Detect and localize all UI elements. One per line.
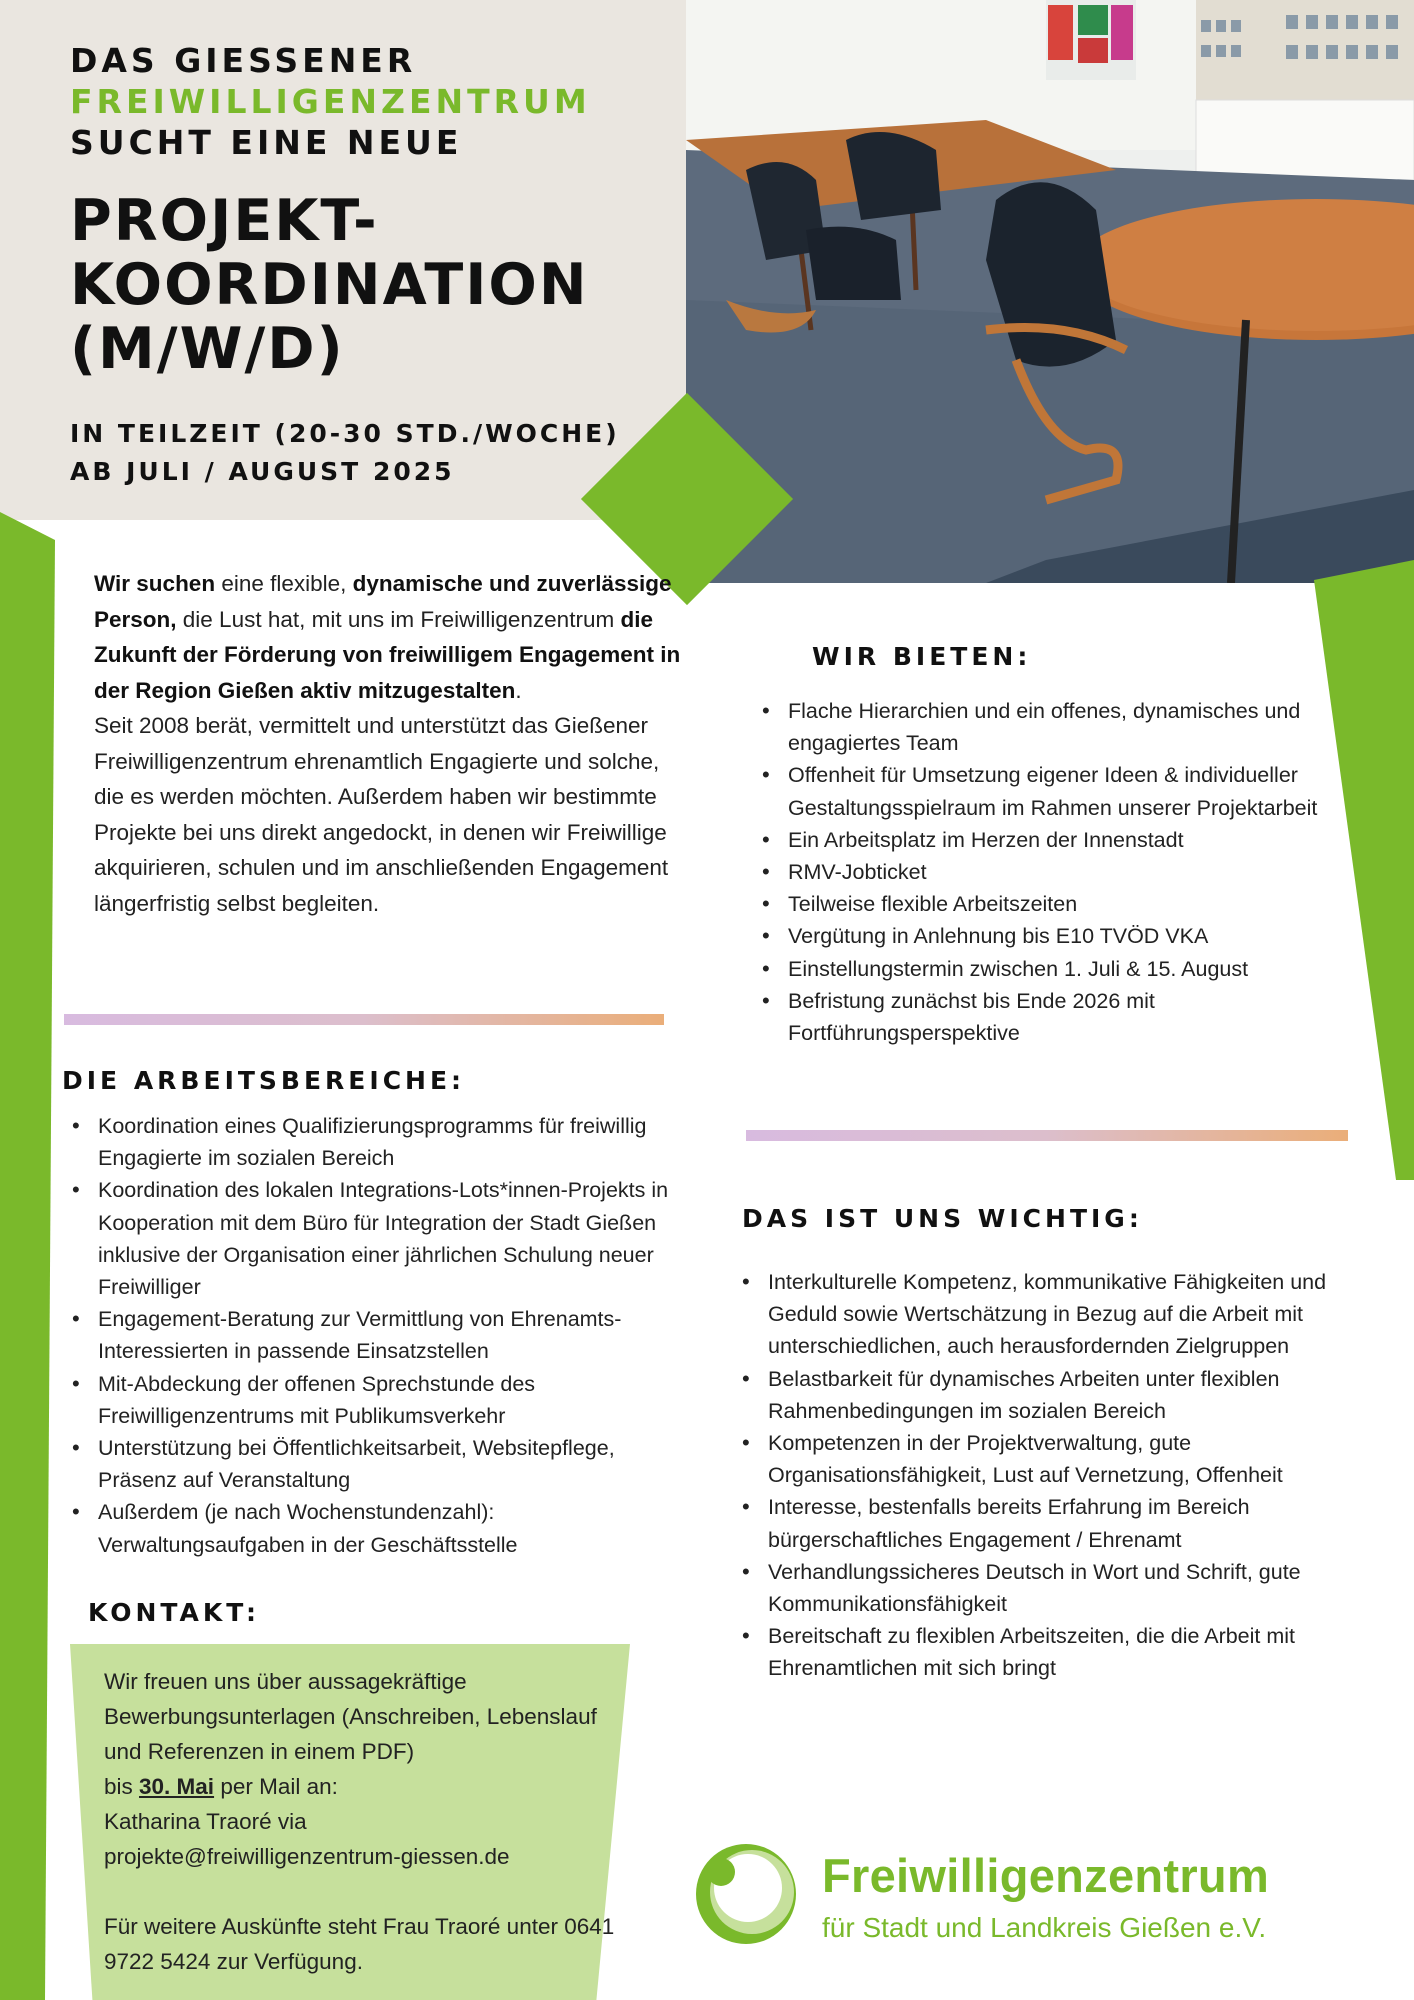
list-item: • Flache Hierarchien und ein offenes, dynamisches und engagiertes Team xyxy=(754,695,1334,759)
intro-text-2: die Lust hat, mit uns im Freiwilligenzentrum xyxy=(176,606,621,632)
intro-text-1: eine flexible, xyxy=(215,571,353,596)
wichtig-title: DAS IST UNS WICHTIG: xyxy=(742,1204,1143,1233)
kontakt-email[interactable]: projekte@freiwilligenzentrum-giessen.de xyxy=(104,1844,510,1869)
list-item: • Ein Arbeitsplatz im Herzen der Innenstadt xyxy=(754,824,1334,856)
list-item: • Interesse, bestenfalls bereits Erfahrung im Bereich bürgerschaftliches Engagement / Ehrenamt xyxy=(734,1491,1334,1555)
list-item: • Bereitschaft zu flexiblen Arbeitszeiten, die die Arbeit mit Ehrenamtlichen mit sich bringt xyxy=(734,1620,1334,1684)
logo-name: Freiwilligenzentrum xyxy=(822,1849,1270,1902)
logo-subtitle: für Stadt und Landkreis Gießen e.V. xyxy=(822,1912,1267,1943)
job-title-line-1: PROJEKT- xyxy=(70,188,379,254)
bieten-title: WIR BIETEN: xyxy=(812,642,1032,671)
list-item: • Unterstützung bei Öffentlichkeitsarbeit, Websitepflege, Präsenz auf Veranstaltung xyxy=(64,1432,684,1496)
intro-line-1: DAS GIESSENER xyxy=(70,41,417,80)
list-item: • Engagement-Beratung zur Vermittlung von Ehrenamts-Interessierten in passende Einsatzstellen xyxy=(64,1303,684,1367)
divider-right xyxy=(746,1130,1348,1141)
list-item: • Befristung zunächst bis Ende 2026 mit Fortführungsperspektive xyxy=(754,985,1334,1049)
kontakt-line-3: Katharina Traoré via xyxy=(104,1809,307,1834)
intro-bold-1: Wir suchen xyxy=(94,571,216,596)
deadline: 30. Mai xyxy=(139,1774,215,1799)
intro-text-4: Seit 2008 berät, vermittelt und unterstützt das Gießener Freiwilligenzentrum ehrenamtlich Engagierte und solche, die es werden möchten. Außerdem haben wir bestimmte Projekte bei uns direkt angedockt, in denen wir Freiwillige akquirieren, schulen und im anschließenden Engagement längerfristig selbst begleiten. xyxy=(94,713,669,916)
arbeitsbereiche-list xyxy=(64,1110,684,1561)
list-item: • Offenheit für Umsetzung eigener Ideen & individueller Gestaltungsspielraum im Rahmen unserer Projektarbeit xyxy=(754,759,1334,823)
list-item: • Belastbarkeit für dynamisches Arbeiten unter flexiblen Rahmenbedingungen im sozialen Bereich xyxy=(734,1363,1334,1427)
intro-bold-3: die Zukunft der Förderung von freiwilligem Engagement in der Region Gießen aktiv mitzugestalten xyxy=(94,606,681,703)
list-item: • RMV-Jobticket xyxy=(754,856,1334,888)
job-subtitle xyxy=(70,415,680,491)
logo-mark-icon xyxy=(688,1838,798,1948)
job-title-line-3: (M/W/D) xyxy=(70,316,345,382)
headline xyxy=(70,40,680,491)
kontakt-line-1: Wir freuen uns über aussagekräftige Bewerbungsunterlagen (Anschreiben, Lebenslauf und Referenzen in einem PDF) xyxy=(104,1669,597,1764)
kontakt-title: KONTAKT: xyxy=(88,1598,260,1627)
list-item: • Kompetenzen in der Projektverwaltung, gute Organisationsfähigkeit, Lust auf Vernetzung, Offenheit xyxy=(734,1427,1334,1491)
list-item: • Interkulturelle Kompetenz, kommunikative Fähigkeiten und Geduld sowie Wertschätzung in Bezug auf die Arbeit mit unterschiedlichen, auch herausfordernden Zielgruppen xyxy=(734,1266,1334,1363)
list-item: • Koordination des lokalen Integrations-Lots*innen-Projekts in Kooperation mit dem Büro für Integration der Stadt Gießen inklusive der Organisation einer jährlichen Schulung neuer Freiwilliger xyxy=(64,1174,684,1303)
kontakt-line-2: bis 30. Mai per Mail an: xyxy=(104,1774,338,1799)
job-title xyxy=(70,189,680,381)
list-item: • Koordination eines Qualifizierungsprogramms für freiwillig Engagierte im sozialen Bereich xyxy=(64,1110,684,1174)
intro-line-3: SUCHT EINE NEUE xyxy=(70,123,463,162)
intro-text-3: . xyxy=(515,677,522,703)
intro-paragraph xyxy=(94,566,684,921)
kontakt-line-4: Für weitere Auskünfte steht Frau Traoré unter 0641 9722 5424 zur Verfügung. xyxy=(104,1914,615,1974)
divider-left xyxy=(64,1014,664,1025)
list-item: • Außerdem (je nach Wochenstundenzahl): Verwaltungsaufgaben in der Geschäftsstelle xyxy=(64,1496,684,1560)
bieten-list xyxy=(754,695,1334,1049)
office-photo xyxy=(686,0,1414,583)
list-item: • Vergütung in Anlehnung bis E10 TVÖD VKA xyxy=(754,920,1334,952)
list-item: • Einstellungstermin zwischen 1. Juli & 15. August xyxy=(754,953,1334,985)
intro-line-2: FREIWILLIGENZENTRUM xyxy=(70,82,591,121)
job-hours: IN TEILZEIT (20-30 STD./WOCHE) xyxy=(70,419,620,448)
kontakt-text xyxy=(104,1664,624,1979)
job-title-line-2: KOORDINATION xyxy=(70,252,589,318)
job-start: AB JULI / AUGUST 2025 xyxy=(70,457,455,486)
list-item: • Mit-Abdeckung der offenen Sprechstunde des Freiwilligenzentrums mit Publikumsverkehr xyxy=(64,1368,684,1432)
list-item: • Teilweise flexible Arbeitszeiten xyxy=(754,888,1334,920)
arbeitsbereiche-title: DIE ARBEITSBEREICHE: xyxy=(62,1066,466,1095)
intro-bold-2: dynamische und zuverlässige Person, xyxy=(94,571,672,632)
list-item: • Verhandlungssicheres Deutsch in Wort und Schrift, gute Kommunikationsfähigkeit xyxy=(734,1556,1334,1620)
wichtig-list xyxy=(734,1266,1334,1685)
